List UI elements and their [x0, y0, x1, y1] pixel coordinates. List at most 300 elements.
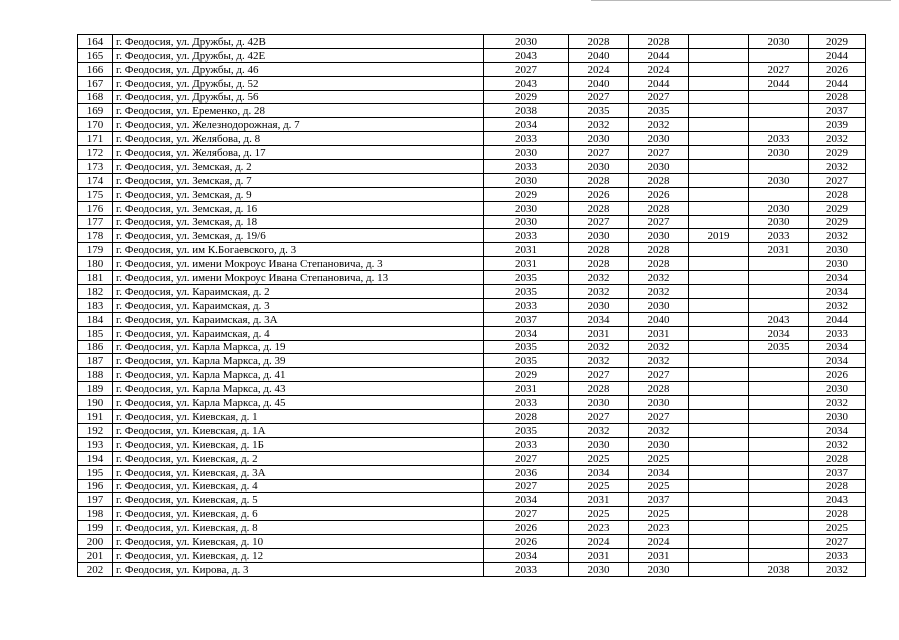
year-cell-3: 2025 — [629, 507, 689, 521]
year-cell-3: 2028 — [629, 382, 689, 396]
year-cell-4 — [689, 187, 749, 201]
year-cell-4 — [689, 146, 749, 160]
address-cell: г. Феодосия, ул. Земская, д. 2 — [113, 160, 484, 174]
year-cell-6: 2027 — [809, 535, 866, 549]
year-cell-2: 2030 — [569, 298, 629, 312]
year-cell-3: 2037 — [629, 493, 689, 507]
year-cell-4 — [689, 548, 749, 562]
table-row — [78, 479, 866, 493]
address-cell: г. Феодосия, ул. Киевская, д. 5 — [113, 493, 484, 507]
year-cell-6: 2029 — [809, 146, 866, 160]
row-number-cell: 183 — [78, 298, 113, 312]
year-cell-2: 2028 — [569, 243, 629, 257]
year-cell-6: 2032 — [809, 160, 866, 174]
table-row — [78, 160, 866, 174]
year-cell-4 — [689, 479, 749, 493]
year-cell-2: 2030 — [569, 160, 629, 174]
year-cell-2: 2040 — [569, 76, 629, 90]
row-number-cell: 169 — [78, 104, 113, 118]
row-number-cell: 200 — [78, 535, 113, 549]
year-cell-2: 2028 — [569, 382, 629, 396]
year-cell-5: 2030 — [749, 146, 809, 160]
year-cell-4 — [689, 437, 749, 451]
year-cell-4 — [689, 243, 749, 257]
year-cell-6: 2030 — [809, 243, 866, 257]
table-body — [78, 35, 866, 577]
year-cell-1: 2027 — [484, 507, 569, 521]
year-cell-3: 2028 — [629, 257, 689, 271]
year-cell-4 — [689, 465, 749, 479]
table-row — [78, 451, 866, 465]
page-edge-line — [591, 0, 891, 1]
year-cell-2: 2024 — [569, 535, 629, 549]
year-cell-1: 2027 — [484, 479, 569, 493]
year-cell-6: 2030 — [809, 410, 866, 424]
year-cell-6: 2037 — [809, 465, 866, 479]
year-cell-5 — [749, 437, 809, 451]
year-cell-5 — [749, 118, 809, 132]
year-cell-3: 2030 — [629, 160, 689, 174]
address-cell: г. Феодосия, ул. Киевская, д. 3А — [113, 465, 484, 479]
table-row — [78, 104, 866, 118]
year-cell-5 — [749, 548, 809, 562]
year-cell-2: 2032 — [569, 354, 629, 368]
row-number-cell: 189 — [78, 382, 113, 396]
year-cell-1: 2029 — [484, 368, 569, 382]
year-cell-4 — [689, 201, 749, 215]
year-cell-2: 2035 — [569, 104, 629, 118]
year-cell-1: 2033 — [484, 562, 569, 576]
year-cell-4 — [689, 382, 749, 396]
row-number-cell: 174 — [78, 173, 113, 187]
row-number-cell: 180 — [78, 257, 113, 271]
year-cell-2: 2032 — [569, 285, 629, 299]
year-cell-3: 2030 — [629, 229, 689, 243]
year-cell-6: 2043 — [809, 493, 866, 507]
year-cell-6: 2028 — [809, 187, 866, 201]
table-row — [78, 382, 866, 396]
address-cell: г. Феодосия, ул. Еременко, д. 28 — [113, 104, 484, 118]
year-cell-3: 2025 — [629, 451, 689, 465]
year-cell-5 — [749, 382, 809, 396]
year-cell-6: 2028 — [809, 479, 866, 493]
year-cell-1: 2034 — [484, 326, 569, 340]
year-cell-3: 2026 — [629, 187, 689, 201]
year-cell-1: 2027 — [484, 451, 569, 465]
year-cell-6: 2029 — [809, 215, 866, 229]
table-row — [78, 215, 866, 229]
year-cell-1: 2026 — [484, 521, 569, 535]
year-cell-3: 2035 — [629, 104, 689, 118]
year-cell-3: 2030 — [629, 562, 689, 576]
address-cell: г. Феодосия, ул. Желябова, д. 8 — [113, 132, 484, 146]
year-cell-3: 2030 — [629, 396, 689, 410]
year-cell-4 — [689, 298, 749, 312]
year-cell-2: 2025 — [569, 451, 629, 465]
year-cell-2: 2040 — [569, 48, 629, 62]
year-cell-6: 2029 — [809, 201, 866, 215]
row-number-cell: 182 — [78, 285, 113, 299]
table-row — [78, 187, 866, 201]
table-row — [78, 76, 866, 90]
year-cell-4 — [689, 76, 749, 90]
year-cell-6: 2033 — [809, 326, 866, 340]
year-cell-5 — [749, 507, 809, 521]
row-number-cell: 185 — [78, 326, 113, 340]
year-cell-3: 2031 — [629, 548, 689, 562]
table-row — [78, 257, 866, 271]
year-cell-1: 2033 — [484, 396, 569, 410]
year-cell-3: 2032 — [629, 340, 689, 354]
table-row — [78, 146, 866, 160]
year-cell-3: 2024 — [629, 535, 689, 549]
row-number-cell: 195 — [78, 465, 113, 479]
year-cell-6: 2032 — [809, 229, 866, 243]
year-cell-1: 2026 — [484, 535, 569, 549]
address-cell: г. Феодосия, ул. Карла Маркса, д. 19 — [113, 340, 484, 354]
year-cell-5: 2038 — [749, 562, 809, 576]
year-cell-6: 2044 — [809, 76, 866, 90]
address-cell: г. Феодосия, ул. Земская, д. 18 — [113, 215, 484, 229]
year-cell-2: 2030 — [569, 562, 629, 576]
row-number-cell: 168 — [78, 90, 113, 104]
row-number-cell: 164 — [78, 35, 113, 49]
table-row — [78, 465, 866, 479]
address-cell: г. Феодосия, ул. им К.Богаевского, д. 3 — [113, 243, 484, 257]
year-cell-1: 2033 — [484, 132, 569, 146]
table-row — [78, 410, 866, 424]
table-row — [78, 423, 866, 437]
year-cell-4 — [689, 257, 749, 271]
year-cell-4 — [689, 535, 749, 549]
year-cell-2: 2027 — [569, 410, 629, 424]
year-cell-1: 2030 — [484, 215, 569, 229]
address-cell: г. Феодосия, ул. Желябова, д. 17 — [113, 146, 484, 160]
year-cell-4 — [689, 173, 749, 187]
year-cell-1: 2031 — [484, 257, 569, 271]
table-row — [78, 243, 866, 257]
table-row — [78, 340, 866, 354]
year-cell-1: 2043 — [484, 48, 569, 62]
table-row — [78, 507, 866, 521]
year-cell-5: 2031 — [749, 243, 809, 257]
year-cell-5 — [749, 479, 809, 493]
table-row — [78, 271, 866, 285]
year-cell-2: 2034 — [569, 465, 629, 479]
year-cell-1: 2035 — [484, 285, 569, 299]
year-cell-5: 2034 — [749, 326, 809, 340]
year-cell-1: 2035 — [484, 423, 569, 437]
table-row — [78, 285, 866, 299]
year-cell-3: 2028 — [629, 173, 689, 187]
table-row — [78, 368, 866, 382]
row-number-cell: 184 — [78, 312, 113, 326]
row-number-cell: 194 — [78, 451, 113, 465]
address-cell: г. Феодосия, ул. Дружбы, д. 46 — [113, 62, 484, 76]
year-cell-5 — [749, 354, 809, 368]
year-cell-1: 2033 — [484, 298, 569, 312]
address-cell: г. Феодосия, ул. Караимская, д. 2 — [113, 285, 484, 299]
year-cell-6: 2032 — [809, 132, 866, 146]
year-cell-3: 2034 — [629, 465, 689, 479]
row-number-cell: 181 — [78, 271, 113, 285]
address-cell: г. Феодосия, ул. Карла Маркса, д. 45 — [113, 396, 484, 410]
year-cell-1: 2038 — [484, 104, 569, 118]
table-row — [78, 326, 866, 340]
table-row — [78, 201, 866, 215]
year-cell-5 — [749, 187, 809, 201]
year-cell-3: 2023 — [629, 521, 689, 535]
row-number-cell: 190 — [78, 396, 113, 410]
year-cell-6: 2026 — [809, 368, 866, 382]
year-cell-3: 2027 — [629, 90, 689, 104]
row-number-cell: 187 — [78, 354, 113, 368]
address-cell: г. Феодосия, ул. Земская, д. 9 — [113, 187, 484, 201]
year-cell-5: 2035 — [749, 340, 809, 354]
year-cell-6: 2044 — [809, 48, 866, 62]
row-number-cell: 175 — [78, 187, 113, 201]
year-cell-1: 2030 — [484, 35, 569, 49]
year-cell-5 — [749, 160, 809, 174]
year-cell-6: 2034 — [809, 285, 866, 299]
year-cell-6: 2034 — [809, 340, 866, 354]
year-cell-4 — [689, 35, 749, 49]
year-cell-3: 2028 — [629, 201, 689, 215]
year-cell-4 — [689, 521, 749, 535]
year-cell-6: 2034 — [809, 423, 866, 437]
year-cell-3: 2025 — [629, 479, 689, 493]
address-cell: г. Феодосия, ул. Карла Маркса, д. 39 — [113, 354, 484, 368]
year-cell-1: 2031 — [484, 243, 569, 257]
row-number-cell: 196 — [78, 479, 113, 493]
row-number-cell: 165 — [78, 48, 113, 62]
address-cell: г. Феодосия, ул. Киевская, д. 1 — [113, 410, 484, 424]
year-cell-4 — [689, 368, 749, 382]
year-cell-2: 2032 — [569, 271, 629, 285]
year-cell-2: 2027 — [569, 368, 629, 382]
year-cell-1: 2033 — [484, 437, 569, 451]
year-cell-1: 2033 — [484, 229, 569, 243]
year-cell-5 — [749, 257, 809, 271]
year-cell-1: 2035 — [484, 354, 569, 368]
year-cell-5: 2043 — [749, 312, 809, 326]
address-cell: г. Феодосия, ул. Киевская, д. 4 — [113, 479, 484, 493]
year-cell-1: 2035 — [484, 271, 569, 285]
year-cell-1: 2030 — [484, 201, 569, 215]
year-cell-5 — [749, 298, 809, 312]
year-cell-3: 2024 — [629, 62, 689, 76]
address-cell: г. Феодосия, ул. Караимская, д. 3 — [113, 298, 484, 312]
year-cell-3: 2032 — [629, 285, 689, 299]
year-cell-2: 2024 — [569, 62, 629, 76]
year-cell-1: 2031 — [484, 382, 569, 396]
row-number-cell: 191 — [78, 410, 113, 424]
year-cell-3: 2027 — [629, 215, 689, 229]
table-row — [78, 173, 866, 187]
year-cell-1: 2034 — [484, 118, 569, 132]
year-cell-3: 2031 — [629, 326, 689, 340]
year-cell-4 — [689, 410, 749, 424]
table-row — [78, 35, 866, 49]
year-cell-5 — [749, 104, 809, 118]
table-row — [78, 62, 866, 76]
row-number-cell: 186 — [78, 340, 113, 354]
address-cell: г. Феодосия, ул. Карла Маркса, д. 41 — [113, 368, 484, 382]
row-number-cell: 166 — [78, 62, 113, 76]
year-cell-5 — [749, 451, 809, 465]
table-row — [78, 298, 866, 312]
address-cell: г. Феодосия, ул. Киевская, д. 1А — [113, 423, 484, 437]
year-cell-4 — [689, 118, 749, 132]
year-cell-2: 2028 — [569, 201, 629, 215]
address-cell: г. Феодосия, ул. Кирова, д. 3 — [113, 562, 484, 576]
year-cell-1: 2034 — [484, 548, 569, 562]
year-cell-3: 2040 — [629, 312, 689, 326]
year-cell-6: 2033 — [809, 548, 866, 562]
table-row — [78, 437, 866, 451]
year-cell-5 — [749, 535, 809, 549]
year-cell-4 — [689, 396, 749, 410]
year-cell-2: 2030 — [569, 132, 629, 146]
year-cell-4: 2019 — [689, 229, 749, 243]
year-cell-2: 2031 — [569, 326, 629, 340]
address-cell: г. Феодосия, ул. Киевская, д. 1Б — [113, 437, 484, 451]
table-row — [78, 354, 866, 368]
year-cell-2: 2034 — [569, 312, 629, 326]
year-cell-6: 2039 — [809, 118, 866, 132]
year-cell-2: 2032 — [569, 118, 629, 132]
table-row — [78, 312, 866, 326]
address-cell: г. Феодосия, ул. Дружбы, д. 42В — [113, 35, 484, 49]
year-cell-6: 2034 — [809, 354, 866, 368]
year-cell-6: 2027 — [809, 173, 866, 187]
year-cell-1: 2033 — [484, 160, 569, 174]
address-cell: г. Феодосия, ул. Земская, д. 7 — [113, 173, 484, 187]
address-cell: г. Феодосия, ул. Киевская, д. 8 — [113, 521, 484, 535]
year-cell-6: 2026 — [809, 62, 866, 76]
year-cell-4 — [689, 326, 749, 340]
row-number-cell: 202 — [78, 562, 113, 576]
table-row — [78, 493, 866, 507]
year-cell-3: 2028 — [629, 35, 689, 49]
year-cell-1: 2035 — [484, 340, 569, 354]
year-cell-6: 2032 — [809, 437, 866, 451]
address-cell: г. Феодосия, ул. Земская, д. 16 — [113, 201, 484, 215]
row-number-cell: 170 — [78, 118, 113, 132]
address-cell: г. Феодосия, ул. Киевская, д. 12 — [113, 548, 484, 562]
year-cell-4 — [689, 312, 749, 326]
year-cell-3: 2044 — [629, 76, 689, 90]
year-cell-5: 2044 — [749, 76, 809, 90]
year-cell-2: 2028 — [569, 257, 629, 271]
address-cell: г. Феодосия, ул. Дружбы, д. 52 — [113, 76, 484, 90]
year-cell-5 — [749, 271, 809, 285]
year-cell-5: 2033 — [749, 229, 809, 243]
year-cell-5 — [749, 90, 809, 104]
year-cell-1: 2028 — [484, 410, 569, 424]
row-number-cell: 192 — [78, 423, 113, 437]
year-cell-2: 2032 — [569, 423, 629, 437]
row-number-cell: 188 — [78, 368, 113, 382]
year-cell-1: 2030 — [484, 146, 569, 160]
address-cell: г. Феодосия, ул. Киевская, д. 6 — [113, 507, 484, 521]
housing-schedule-table — [77, 34, 866, 577]
year-cell-4 — [689, 48, 749, 62]
year-cell-1: 2036 — [484, 465, 569, 479]
year-cell-5 — [749, 48, 809, 62]
row-number-cell: 199 — [78, 521, 113, 535]
year-cell-4 — [689, 285, 749, 299]
row-number-cell: 177 — [78, 215, 113, 229]
year-cell-6: 2028 — [809, 451, 866, 465]
year-cell-1: 2030 — [484, 173, 569, 187]
year-cell-1: 2043 — [484, 76, 569, 90]
year-cell-2: 2030 — [569, 437, 629, 451]
row-number-cell: 171 — [78, 132, 113, 146]
year-cell-4 — [689, 104, 749, 118]
year-cell-5 — [749, 521, 809, 535]
year-cell-2: 2032 — [569, 340, 629, 354]
year-cell-4 — [689, 354, 749, 368]
row-number-cell: 179 — [78, 243, 113, 257]
year-cell-3: 2027 — [629, 368, 689, 382]
row-number-cell: 198 — [78, 507, 113, 521]
year-cell-4 — [689, 90, 749, 104]
year-cell-4 — [689, 451, 749, 465]
year-cell-3: 2030 — [629, 132, 689, 146]
year-cell-4 — [689, 62, 749, 76]
row-number-cell: 173 — [78, 160, 113, 174]
year-cell-4 — [689, 340, 749, 354]
address-cell: г. Феодосия, ул. Киевская, д. 2 — [113, 451, 484, 465]
year-cell-2: 2030 — [569, 229, 629, 243]
year-cell-2: 2027 — [569, 90, 629, 104]
address-cell: г. Феодосия, ул. Карла Маркса, д. 43 — [113, 382, 484, 396]
year-cell-5: 2030 — [749, 215, 809, 229]
row-number-cell: 197 — [78, 493, 113, 507]
year-cell-1: 2029 — [484, 90, 569, 104]
table-row — [78, 535, 866, 549]
address-cell: г. Феодосия, ул. Железнодорожная, д. 7 — [113, 118, 484, 132]
table-row — [78, 562, 866, 576]
year-cell-2: 2031 — [569, 548, 629, 562]
year-cell-6: 2044 — [809, 312, 866, 326]
address-cell: г. Феодосия, ул. Земская, д. 19/6 — [113, 229, 484, 243]
address-cell: г. Феодосия, ул. Киевская, д. 10 — [113, 535, 484, 549]
year-cell-5 — [749, 493, 809, 507]
table-row — [78, 118, 866, 132]
year-cell-6: 2037 — [809, 104, 866, 118]
year-cell-3: 2032 — [629, 271, 689, 285]
year-cell-5: 2033 — [749, 132, 809, 146]
table-row — [78, 548, 866, 562]
row-number-cell: 193 — [78, 437, 113, 451]
address-cell: г. Феодосия, ул. Караимская, д. 4 — [113, 326, 484, 340]
year-cell-6: 2034 — [809, 271, 866, 285]
row-number-cell: 167 — [78, 76, 113, 90]
year-cell-1: 2037 — [484, 312, 569, 326]
year-cell-5: 2027 — [749, 62, 809, 76]
year-cell-5: 2030 — [749, 35, 809, 49]
row-number-cell: 201 — [78, 548, 113, 562]
year-cell-3: 2027 — [629, 146, 689, 160]
year-cell-4 — [689, 562, 749, 576]
year-cell-4 — [689, 271, 749, 285]
year-cell-4 — [689, 160, 749, 174]
table-row — [78, 396, 866, 410]
row-number-cell: 178 — [78, 229, 113, 243]
year-cell-4 — [689, 423, 749, 437]
